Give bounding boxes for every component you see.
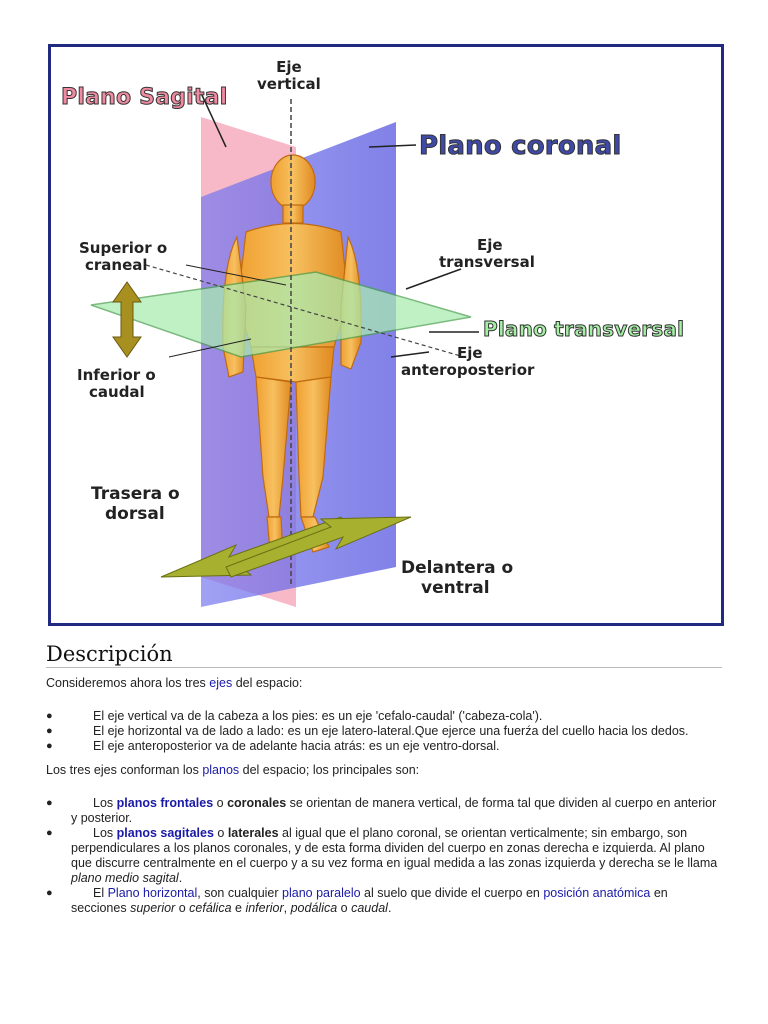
label-eje-transversal: Eje transversal <box>439 236 535 272</box>
link-plano-horizontal[interactable]: Plano horizontal <box>107 886 198 900</box>
label-plano-transversal: Plano transversal <box>483 317 685 341</box>
axes-list <box>46 709 724 754</box>
label-plano-coronal: Plano coronal <box>419 131 622 161</box>
section-heading: Descripción <box>46 642 722 668</box>
link-planos[interactable]: planos <box>202 763 240 777</box>
list-item: ● Los planos sagitales o laterales al igual que el plano coronal, se orientan verticalmente; sin embargo, son perpendiculares a los planos coronales, y de esta forma dividen del cuerpo en zonas derecha e izquierda. Al plano que discurre centralmente en el cuerpo y a su vez forma en igual medida a las zonas izquierda y derecha se le llama plano medio sagital. <box>46 826 718 885</box>
link-planos-sagitales[interactable]: planos sagitales <box>116 826 214 840</box>
list-item: ● El eje horizontal va de lado a lado: es un eje latero-lateral.Que ejerce una fuerźa del cuello hacia los dedos. <box>46 724 689 738</box>
label-superior: Superior o craneal <box>79 239 168 275</box>
list-item: ● El Plano horizontal, son cualquier plano paralelo al suelo que divide el cuerpo en posición anatómica en secciones superior o cefálica e inferior, podálica o caudal. <box>46 886 668 915</box>
list-item: ● El eje vertical va de la cabeza a los pies: es un eje 'cefalo-caudal' ('cabeza-cola'). <box>46 709 543 723</box>
planes-paragraph: Los tres ejes conforman los planos del espacio; los principales son: <box>46 763 420 777</box>
planes-list <box>46 796 724 916</box>
label-eje-anteroposterior: Eje anteroposterior <box>401 344 535 380</box>
link-ejes[interactable]: ejes <box>209 676 233 690</box>
label-delantera: Delantera o ventral <box>401 558 514 598</box>
link-planos-frontales[interactable]: planos frontales <box>116 796 214 810</box>
anatomical-planes-figure <box>48 44 724 626</box>
link-plano-paralelo[interactable]: plano paralelo <box>282 886 361 900</box>
list-item: ● Los planos frontales o coronales se orientan de manera vertical, de forma tal que dividen al cuerpo en anterior y posterior. <box>46 796 717 825</box>
link-posicion-anatomica[interactable]: posición anatómica <box>543 886 651 900</box>
label-trasera: Trasera o dorsal <box>91 484 180 524</box>
list-item: ● El eje anteroposterior va de adelante hacia atrás: es un eje ventro-dorsal. <box>46 739 500 753</box>
label-plano-sagital: Plano Sagital <box>61 85 228 110</box>
section-content <box>46 676 724 916</box>
label-inferior: Inferior o caudal <box>77 366 156 402</box>
intro-paragraph: Consideremos ahora los tres ejes del espacio: <box>46 676 303 690</box>
label-eje-vertical: Eje vertical <box>257 58 321 94</box>
